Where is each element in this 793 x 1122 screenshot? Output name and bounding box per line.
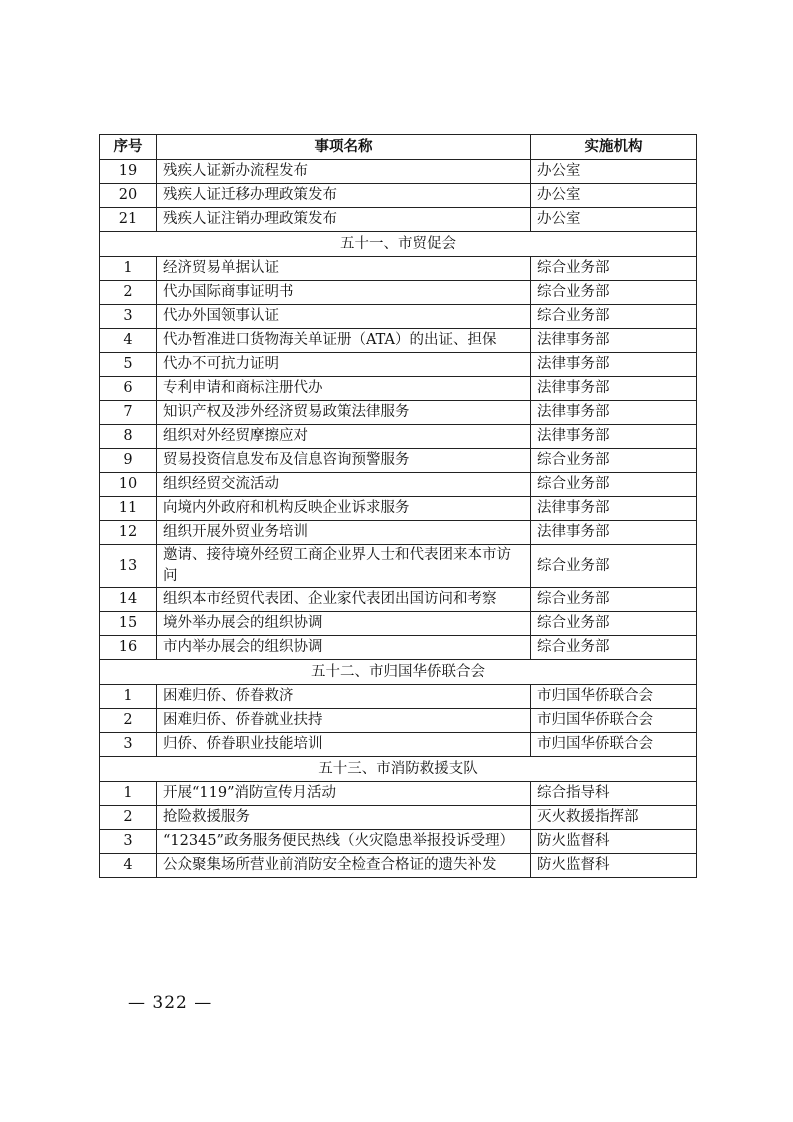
implementing-agency: 办公室 <box>531 160 697 184</box>
table-row <box>100 401 697 425</box>
row-number: 3 <box>100 830 157 854</box>
matter-name: 残疾人证注销办理政策发布 <box>157 208 531 232</box>
implementing-agency: 防火监督科 <box>531 830 697 854</box>
row-number: 2 <box>100 806 157 830</box>
row-number: 13 <box>100 545 157 588</box>
table-row <box>100 733 697 757</box>
matter-name: 知识产权及涉外经济贸易政策法律服务 <box>157 401 531 425</box>
header-row <box>100 135 697 160</box>
section-row <box>100 232 697 257</box>
table-row <box>100 685 697 709</box>
matter-name: 市内举办展会的组织协调 <box>157 636 531 660</box>
table-row <box>100 854 697 878</box>
row-number: 19 <box>100 160 157 184</box>
table-row <box>100 281 697 305</box>
section-row <box>100 757 697 782</box>
row-number: 11 <box>100 497 157 521</box>
table-row <box>100 782 697 806</box>
row-number: 3 <box>100 733 157 757</box>
row-number: 1 <box>100 257 157 281</box>
implementing-agency: 防火监督科 <box>531 854 697 878</box>
implementing-agency: 市归国华侨联合会 <box>531 709 697 733</box>
implementing-agency: 综合业务部 <box>531 305 697 329</box>
implementing-agency: 综合业务部 <box>531 636 697 660</box>
implementing-agency: 综合业务部 <box>531 612 697 636</box>
implementing-agency: 综合指导科 <box>531 782 697 806</box>
matter-name: 专利申请和商标注册代办 <box>157 377 531 401</box>
matter-name: 组织开展外贸业务培训 <box>157 521 531 545</box>
matter-name: 代办不可抗力证明 <box>157 353 531 377</box>
section-title: 五十三、市消防救援支队 <box>100 757 697 782</box>
table-row <box>100 636 697 660</box>
table-row <box>100 353 697 377</box>
table-row <box>100 160 697 184</box>
row-number: 4 <box>100 329 157 353</box>
table-row <box>100 473 697 497</box>
matter-name: 公众聚集场所营业前消防安全检查合格证的遗失补发 <box>157 854 531 878</box>
implementing-agency: 法律事务部 <box>531 425 697 449</box>
row-number: 10 <box>100 473 157 497</box>
row-number: 7 <box>100 401 157 425</box>
table-row <box>100 377 697 401</box>
matter-name: “12345”政务服务便民热线（火灾隐患举报投诉受理） <box>157 830 531 854</box>
section-title: 五十一、市贸促会 <box>100 232 697 257</box>
matter-name: 贸易投资信息发布及信息咨询预警服务 <box>157 449 531 473</box>
implementing-agency: 综合业务部 <box>531 281 697 305</box>
section-row <box>100 660 697 685</box>
table-row <box>100 257 697 281</box>
matter-name: 邀请、接待境外经贸工商企业界人士和代表团来本市访问 <box>157 545 531 588</box>
row-number: 21 <box>100 208 157 232</box>
row-number: 1 <box>100 685 157 709</box>
row-number: 15 <box>100 612 157 636</box>
row-number: 3 <box>100 305 157 329</box>
table-row <box>100 830 697 854</box>
implementing-agency: 法律事务部 <box>531 329 697 353</box>
table-row <box>100 545 697 588</box>
table-row <box>100 184 697 208</box>
table-row <box>100 305 697 329</box>
row-number: 12 <box>100 521 157 545</box>
matter-name: 组织本市经贸代表团、企业家代表团出国访问和考察 <box>157 588 531 612</box>
matter-name: 困难归侨、侨眷就业扶持 <box>157 709 531 733</box>
page-number: — 322 — <box>128 993 213 1013</box>
table-row <box>100 208 697 232</box>
header-name: 事项名称 <box>157 135 531 160</box>
row-number: 16 <box>100 636 157 660</box>
table-row <box>100 449 697 473</box>
table-row <box>100 521 697 545</box>
header-org: 实施机构 <box>531 135 697 160</box>
implementing-agency: 市归国华侨联合会 <box>531 733 697 757</box>
matter-name: 代办暂准进口货物海关单证册（ATA）的出证、担保 <box>157 329 531 353</box>
table-row <box>100 497 697 521</box>
row-number: 8 <box>100 425 157 449</box>
matter-name: 代办外国领事认证 <box>157 305 531 329</box>
implementing-agency: 综合业务部 <box>531 473 697 497</box>
matter-name: 向境内外政府和机构反映企业诉求服务 <box>157 497 531 521</box>
row-number: 4 <box>100 854 157 878</box>
implementing-agency: 法律事务部 <box>531 353 697 377</box>
implementing-agency: 灭火救援指挥部 <box>531 806 697 830</box>
row-number: 20 <box>100 184 157 208</box>
implementing-agency: 法律事务部 <box>531 521 697 545</box>
implementing-agency: 办公室 <box>531 208 697 232</box>
matter-name: 组织对外经贸摩擦应对 <box>157 425 531 449</box>
row-number: 6 <box>100 377 157 401</box>
table-row <box>100 425 697 449</box>
matter-name: 归侨、侨眷职业技能培训 <box>157 733 531 757</box>
table-row <box>100 612 697 636</box>
row-number: 5 <box>100 353 157 377</box>
section-title: 五十二、市归国华侨联合会 <box>100 660 697 685</box>
table-row <box>100 806 697 830</box>
matter-name: 境外举办展会的组织协调 <box>157 612 531 636</box>
matter-name: 抢险救援服务 <box>157 806 531 830</box>
implementing-agency: 综合业务部 <box>531 449 697 473</box>
implementing-agency: 市归国华侨联合会 <box>531 685 697 709</box>
table-row <box>100 329 697 353</box>
implementing-agency: 办公室 <box>531 184 697 208</box>
matter-name: 代办国际商事证明书 <box>157 281 531 305</box>
matter-name: 困难归侨、侨眷救济 <box>157 685 531 709</box>
row-number: 14 <box>100 588 157 612</box>
row-number: 9 <box>100 449 157 473</box>
matter-name: 经济贸易单据认证 <box>157 257 531 281</box>
table-row <box>100 709 697 733</box>
matters-table <box>99 134 697 878</box>
implementing-agency: 综合业务部 <box>531 588 697 612</box>
matter-name: 残疾人证迁移办理政策发布 <box>157 184 531 208</box>
row-number: 1 <box>100 782 157 806</box>
matter-name: 组织经贸交流活动 <box>157 473 531 497</box>
row-number: 2 <box>100 709 157 733</box>
implementing-agency: 法律事务部 <box>531 377 697 401</box>
implementing-agency: 综合业务部 <box>531 545 697 588</box>
table-body <box>100 160 697 878</box>
implementing-agency: 法律事务部 <box>531 401 697 425</box>
table-row <box>100 588 697 612</box>
matter-name: 开展“119”消防宣传月活动 <box>157 782 531 806</box>
header-no: 序号 <box>100 135 157 160</box>
row-number: 2 <box>100 281 157 305</box>
implementing-agency: 法律事务部 <box>531 497 697 521</box>
matter-name: 残疾人证新办流程发布 <box>157 160 531 184</box>
implementing-agency: 综合业务部 <box>531 257 697 281</box>
